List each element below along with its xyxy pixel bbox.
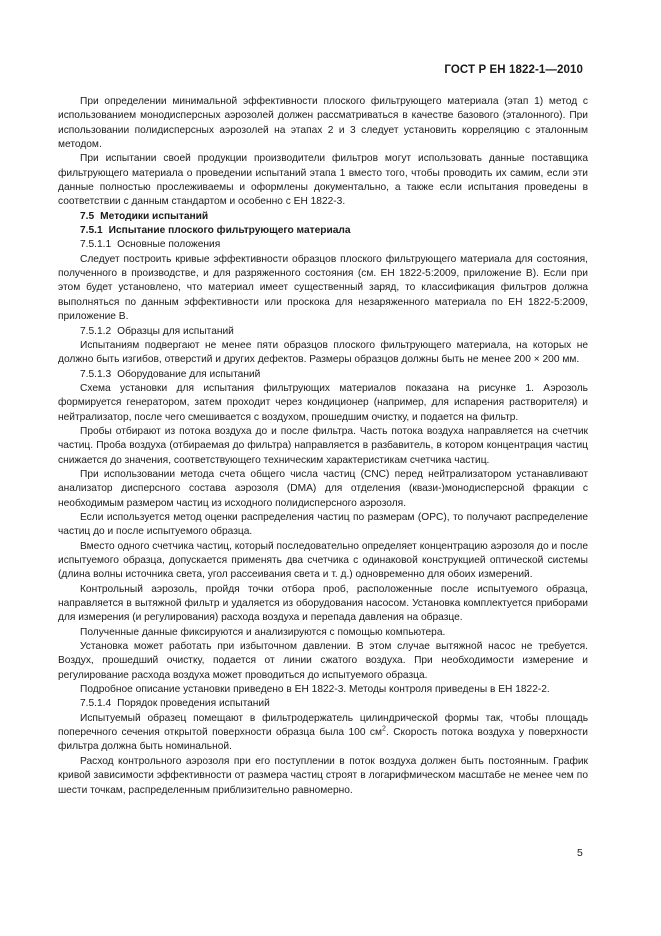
paragraph: Испытаниям подвергают не менее пяти образцов плоского фильтрующего материала, на которых не должно быть изгибов, отверстий и других дефектов. Размеры образцов должны быть не менее 200 × 200 мм.	[58, 339, 588, 366]
paragraph	[58, 712, 588, 755]
standard-code-header: ГОСТ Р ЕН 1822-1—2010	[444, 64, 583, 76]
paragraph: Подробное описание установки приведено в ЕН 1822-3. Методы контроля приведены в ЕН 1822-2.	[80, 684, 550, 696]
paragraph-text: . Скорость потока воздуха у поверхности фильтра должна быть номинальной.	[58, 727, 588, 753]
section-number: 7.5.1.3	[80, 368, 112, 380]
section-heading-7-5-1-3	[58, 368, 588, 382]
paragraph: При определении минимальной эффективности плоского фильтрующего материала (этап 1) метод с использованием монодисперсных аэрозолей должен рассматриваться в качестве базового (эталонного). При использовании полидисперсных аэрозолей на этапах 2 и 3 следует установить корреляцию с эталонным методом.	[58, 96, 588, 151]
paragraph: Расход контрольного аэрозоля при его поступлении в поток воздуха должен быть постоянным. График кривой зависимости эффективности от размера частиц строят в логарифмическом масштабе не менее чем по шести точкам, распределенным приблизительно равномерно.	[58, 755, 588, 796]
section-heading-7-5-1	[58, 224, 588, 238]
section-number: 7.5.1	[80, 225, 103, 237]
section-number: 7.5.1.1	[80, 239, 112, 251]
section-title: Образцы для испытаний	[117, 325, 234, 337]
section-number: 7.5.1.4	[80, 698, 112, 710]
page-number: 5	[577, 847, 583, 859]
paragraph: Если используется метод оценки распределения частиц по размерам (OPC), то получают распределение частиц до и после испытуемого образца.	[58, 511, 588, 538]
section-title: Порядок проведения испытаний	[117, 698, 270, 710]
section-title: Основные положения	[117, 239, 221, 251]
section-title: Испытание плоского фильтрующего материала	[108, 225, 351, 237]
paragraph: При испытании своей продукции производители фильтров могут использовать данные поставщика фильтрующего материала о проведении испытаний этапа 1 вместо того, чтобы проводить их самим, если эти данные полностью прослеживаемы и оформлены документально, а также если испытания проведены в соответствии с данным стандартом и особенно с ЕН 1822-3.	[58, 153, 588, 208]
paragraph: При использовании метода счета общего числа частиц (CNC) перед нейтрализатором устанавливают анализатор дисперсного состава аэрозоля (DMA) для отделения (квази-)монодисперсной фракции с необходимым размером частиц из исходного полидисперсного аэрозоля.	[58, 468, 588, 509]
paragraph: Схема установки для испытания фильтрующих материалов показана на рисунке 1. Аэрозоль формируется генератором, затем проходит через кондиционер (например, для испарения растворителя) и нейтрализатор, после чего смешивается с воздухом, прошедшим очистку, и подается на фильтр.	[58, 382, 588, 423]
document-body	[58, 95, 588, 798]
paragraph-text: Испытуемый образец помещают в фильтродержатель цилиндрической формы так, чтобы площадь поперечного сечения открытой поверхности образца была 100 см	[58, 712, 588, 739]
paragraph: Пробы отбирают из потока воздуха до и после фильтра. Часть потока воздуха направляется на счетчик частиц. Проба воздуха (отбираемая до фильтра) направляется в разбавитель, в котором концентрация частиц снижается до значения, соответствующего техническим характеристикам счетчика частиц.	[58, 425, 588, 466]
paragraph: Полученные данные фиксируются и анализируются с помощью компьютера.	[80, 626, 446, 638]
section-title: Методики испытаний	[100, 210, 209, 222]
section-heading-7-5-1-1	[58, 238, 588, 252]
paragraph: Установка может работать при избыточном давлении. В этом случае вытяжной насос не требуется. Воздух, прошедший очистку, подается от линии сжатого воздуха. При необходимости измерение и регулирование расхода воздуха может проводиться до испытуемого образца.	[58, 641, 588, 681]
section-heading-7-5-1-2	[58, 325, 588, 339]
section-title: Оборудование для испытаний	[117, 368, 261, 380]
paragraph: Вместо одного счетчика частиц, который последовательно определяет концентрацию аэрозоля до и после испытуемого образца, допускается применять два счетчика с одинаковой конструкцией оптической системы (длина волны источника света, угол рассеивания света и т. д.) одновременно для обоих измерений.	[58, 540, 588, 581]
paragraph: Следует построить кривые эффективности образцов плоского фильтрующего материала для состояния, полученного в производстве, и для разряженного состояния (см. ЕН 1822-5:2009, приложение В). Если при этом будет установлено, что материал имеет существенный заряд, то классификация фильтров должна выполняться по данным эффективности или проскока для незаряженного материала по ЕН 1822-5:2009, приложение В.	[58, 253, 588, 323]
section-heading-7-5	[58, 210, 588, 224]
superscript: 2	[382, 725, 386, 733]
section-heading-7-5-1-4	[58, 697, 588, 711]
paragraph: Контрольный аэрозоль, пройдя точки отбора проб, расположенные после испытуемого образца, направляется в вытяжной фильтр и удаляется из оборудования насосом. Установка комплектуется приборами для измерения (и регулирования) расхода воздуха и перепада давления на образце.	[58, 583, 588, 624]
section-number: 7.5.1.2	[80, 325, 112, 337]
section-number: 7.5	[80, 210, 95, 222]
